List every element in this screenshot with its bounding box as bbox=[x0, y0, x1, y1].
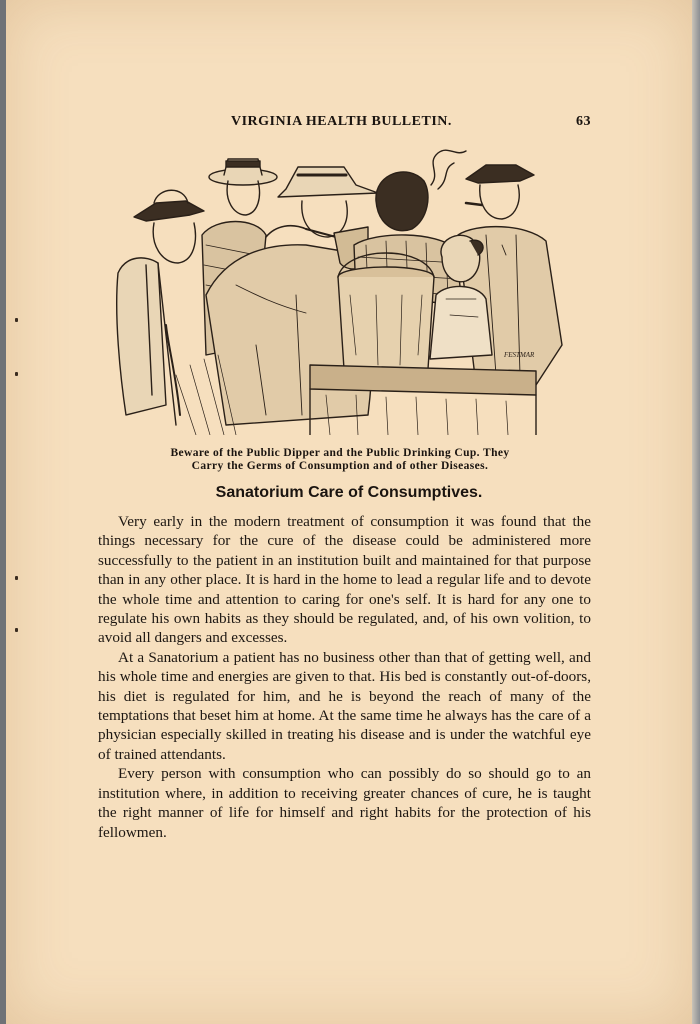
public-dipper-illustration bbox=[106, 145, 576, 435]
figure-left-man bbox=[117, 190, 204, 425]
scanned-page bbox=[6, 0, 692, 1024]
illustration-caption bbox=[102, 447, 578, 473]
margin-mark bbox=[15, 318, 18, 322]
article-body bbox=[98, 512, 591, 842]
paragraph: Every person with consumption who can possibly do so should go to an institution where, in addition to receiving greater chances of cure, he is taught the right manner of life for himself and right habits for the protection of his fellowmen. bbox=[98, 765, 591, 841]
artist-signature: FESTMAR bbox=[504, 351, 535, 359]
page-number: 63 bbox=[576, 114, 591, 129]
journal-title: VIRGINIA HEALTH BULLETIN. bbox=[231, 114, 452, 129]
margin-mark bbox=[15, 372, 18, 376]
water-bucket bbox=[338, 253, 434, 377]
paragraph: At a Sanatorium a patient has no business other than that of getting well, and his whole time and energies are given to that. His bed is constantly out-of-doors, his diet is regulated for him, and he is beyond the reach of many of the temptations that beset him at home. At the same time he always has the care of a physician especially skilled in treating his disease and is under the watchful eye of trained attendants. bbox=[98, 648, 591, 763]
wooden-counter bbox=[310, 365, 536, 395]
caption-line-2: Carry the Germs of Consumption and of other Diseases. bbox=[191, 460, 489, 472]
paragraph: Very early in the modern treatment of consumption it was found that the things necessary for the cure of the disease could be administered more successfully to the patient in an institution built and maintained for that purpose than in any other place. It is hard in the home to lead a regular life and to devote the whole time and attention to caring for one's self. It is hard for any one to regulate his own habits as they should be regulated, and, of his own volition, to avoid all dangers and excesses. bbox=[98, 513, 591, 647]
smoke-curl bbox=[438, 163, 454, 189]
page-edge bbox=[692, 0, 700, 1024]
caption-line-1: Beware of the Public Dipper and the Public Drinking Cup. They bbox=[170, 447, 510, 459]
margin-mark bbox=[15, 576, 18, 580]
section-title: Sanatorium Care of Consumptives. bbox=[215, 484, 483, 501]
margin-mark bbox=[15, 628, 18, 632]
